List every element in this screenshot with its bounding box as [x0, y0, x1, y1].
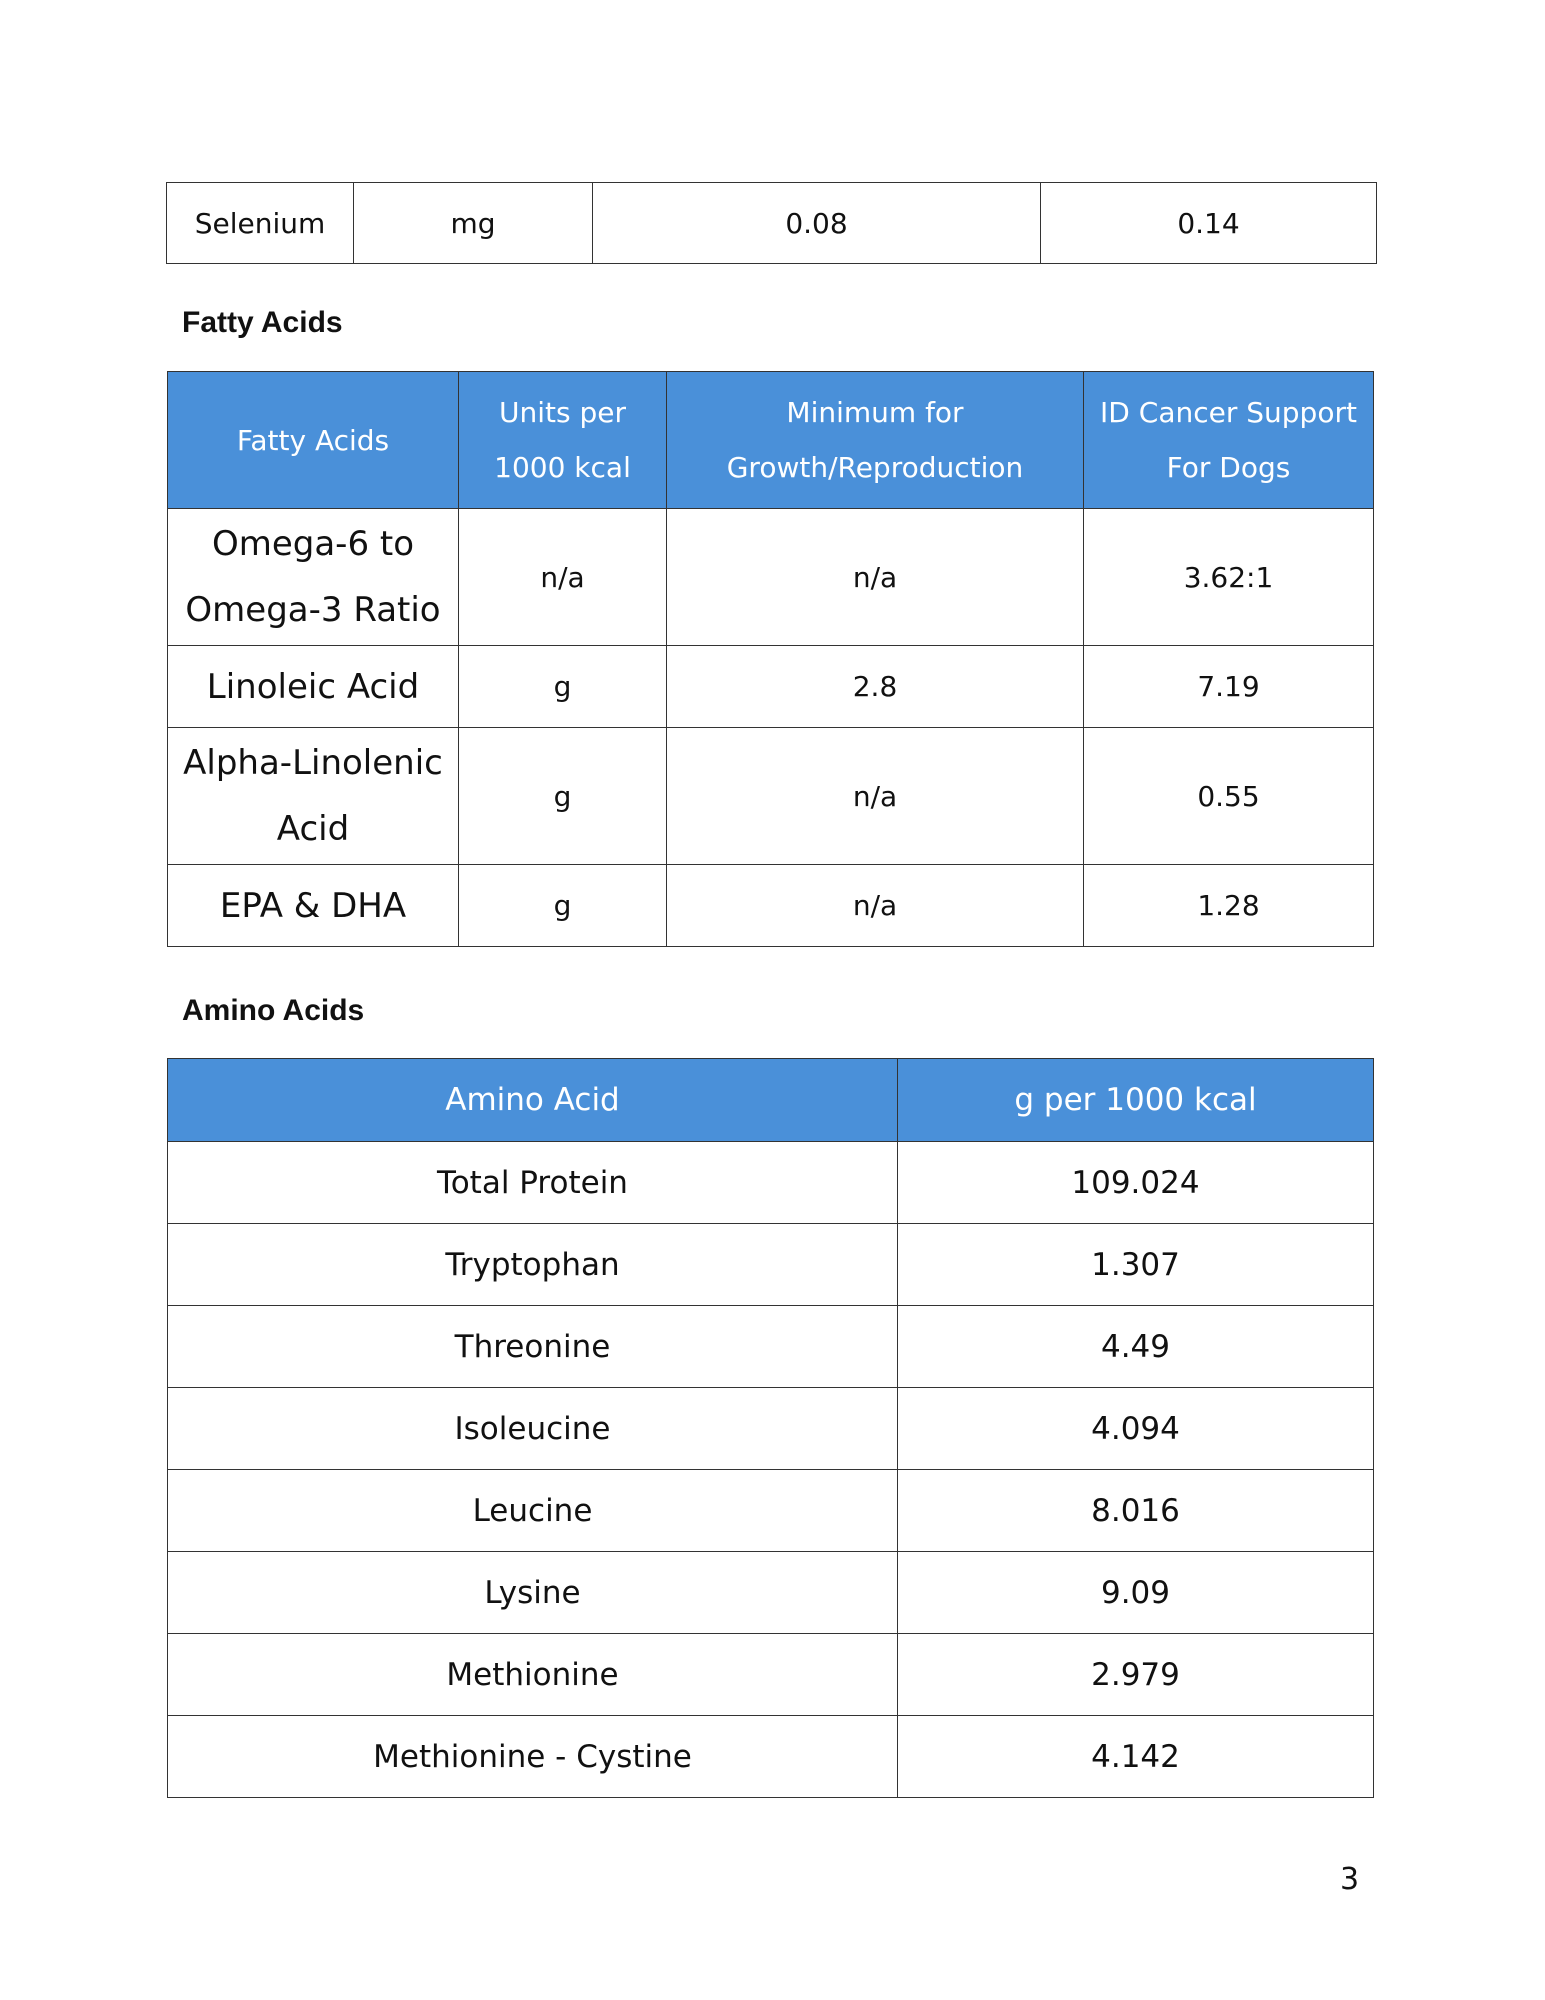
- table-header-row: [168, 372, 1374, 509]
- column-header: ID Cancer Support For Dogs: [1084, 372, 1374, 509]
- product-value-cell: 0.14: [1041, 183, 1377, 264]
- table-row: [168, 1470, 1374, 1552]
- unit-cell: n/a: [459, 509, 667, 646]
- column-header: Amino Acid: [168, 1059, 898, 1142]
- amino-acid-name-cell: Lysine: [168, 1552, 898, 1634]
- column-header: g per 1000 kcal: [898, 1059, 1374, 1142]
- table-row: [168, 646, 1374, 728]
- amino-acids-heading: Amino Acids: [182, 994, 365, 1027]
- amino-acid-value-cell: 4.094: [898, 1388, 1374, 1470]
- table-row: [168, 1388, 1374, 1470]
- amino-acid-name-cell: Methionine: [168, 1634, 898, 1716]
- minimum-value-cell: n/a: [667, 865, 1084, 947]
- fatty-acid-name-cell: Alpha-Linolenic Acid: [168, 728, 459, 865]
- amino-acid-value-cell: 8.016: [898, 1470, 1374, 1552]
- table-row: [167, 183, 1377, 264]
- amino-acid-value-cell: 2.979: [898, 1634, 1374, 1716]
- amino-acid-value-cell: 1.307: [898, 1224, 1374, 1306]
- minimum-value-cell: n/a: [667, 509, 1084, 646]
- amino-acid-name-cell: Tryptophan: [168, 1224, 898, 1306]
- table-row: [168, 509, 1374, 646]
- fatty-acid-name-cell: Linoleic Acid: [168, 646, 459, 728]
- fatty-acid-name-cell: EPA & DHA: [168, 865, 459, 947]
- fatty-acids-table: [167, 371, 1374, 947]
- amino-acid-name-cell: Methionine - Cystine: [168, 1716, 898, 1798]
- nutrient-name-cell: Selenium: [167, 183, 354, 264]
- amino-acid-name-cell: Isoleucine: [168, 1388, 898, 1470]
- column-header: Minimum for Growth/Reproduction: [667, 372, 1084, 509]
- product-value-cell: 0.55: [1084, 728, 1374, 865]
- minimum-value-cell: 0.08: [593, 183, 1041, 264]
- amino-acids-table: [167, 1058, 1374, 1798]
- table-row: [168, 1224, 1374, 1306]
- unit-cell: g: [459, 646, 667, 728]
- amino-acid-value-cell: 4.142: [898, 1716, 1374, 1798]
- amino-acid-name-cell: Leucine: [168, 1470, 898, 1552]
- minimum-value-cell: 2.8: [667, 646, 1084, 728]
- table-row: [168, 1142, 1374, 1224]
- product-value-cell: 3.62:1: [1084, 509, 1374, 646]
- table-row: [168, 1552, 1374, 1634]
- table-row: [168, 1306, 1374, 1388]
- column-header: Fatty Acids: [168, 372, 459, 509]
- table-row: [168, 865, 1374, 947]
- amino-acid-value-cell: 4.49: [898, 1306, 1374, 1388]
- unit-cell: g: [459, 728, 667, 865]
- amino-acid-name-cell: Threonine: [168, 1306, 898, 1388]
- table-row: [168, 1716, 1374, 1798]
- unit-cell: g: [459, 865, 667, 947]
- amino-acid-value-cell: 109.024: [898, 1142, 1374, 1224]
- table-header-row: [168, 1059, 1374, 1142]
- product-value-cell: 7.19: [1084, 646, 1374, 728]
- page-number: 3: [1340, 1862, 1360, 1897]
- product-value-cell: 1.28: [1084, 865, 1374, 947]
- amino-acid-value-cell: 9.09: [898, 1552, 1374, 1634]
- table-row: [168, 728, 1374, 865]
- minimum-value-cell: n/a: [667, 728, 1084, 865]
- table-row: [168, 1634, 1374, 1716]
- amino-acid-name-cell: Total Protein: [168, 1142, 898, 1224]
- fatty-acids-heading: Fatty Acids: [182, 306, 343, 339]
- minerals-table-continuation: [166, 182, 1377, 264]
- column-header: Units per 1000 kcal: [459, 372, 667, 509]
- unit-cell: mg: [354, 183, 593, 264]
- fatty-acid-name-cell: Omega-6 to Omega-3 Ratio: [168, 509, 459, 646]
